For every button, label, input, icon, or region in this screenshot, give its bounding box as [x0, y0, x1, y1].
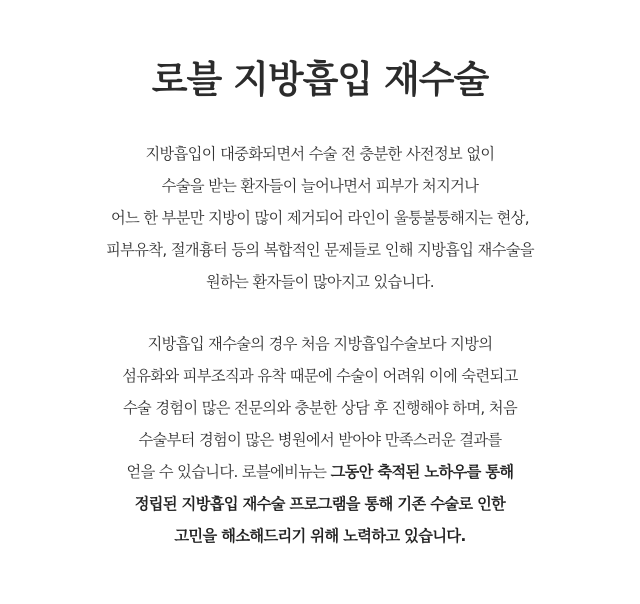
paragraph-line: 수술 경험이 많은 전문의와 충분한 상담 후 진행해야 하며, 처음 [122, 399, 518, 417]
paragraph-line: 지방흡입이 대중화되면서 수술 전 충분한 사전정보 없이 [145, 145, 495, 163]
paragraph-line: 수술을 받는 환자들이 늘어나면서 피부가 처지거나 [161, 177, 479, 195]
paragraph-line: 어느 한 부분만 지방이 많이 제거되어 라인이 울퉁불퉁해지는 현상, [111, 209, 529, 227]
page-title: 로블 지방흡입 재수술 [151, 58, 489, 101]
paragraph-line: 지방흡입 재수술의 경우 처음 지방흡입수술보다 지방의 [147, 335, 493, 353]
paragraph-line: 원하는 환자들이 많아지고 있습니다. [206, 273, 434, 291]
emphasis-line: 정립된 지방흡입 재수술 프로그램을 통해 기존 수술로 인한 [134, 495, 506, 513]
emphasis-line: 고민을 해소해드리기 위해 노력하고 있습니다. [174, 527, 466, 545]
detail-paragraph [0, 328, 640, 552]
paragraph-line: 수술부터 경험이 많은 병원에서 받아야 만족스러운 결과를 [138, 431, 502, 449]
paragraph-line: 피부유착, 절개흉터 등의 복합적인 문제들로 인해 지방흡입 재수술을 [106, 241, 534, 259]
paragraph-line: 섬유화와 피부조직과 유착 때문에 수술이 어려워 이에 숙련되고 [122, 367, 518, 385]
paragraph-line-mixed [0, 456, 640, 488]
emphasis-text: 그동안 축적된 노하우를 통해 [330, 463, 514, 481]
paragraph-text: 얻을 수 있습니다. 로블에비뉴는 [126, 463, 331, 481]
intro-paragraph [0, 138, 640, 298]
